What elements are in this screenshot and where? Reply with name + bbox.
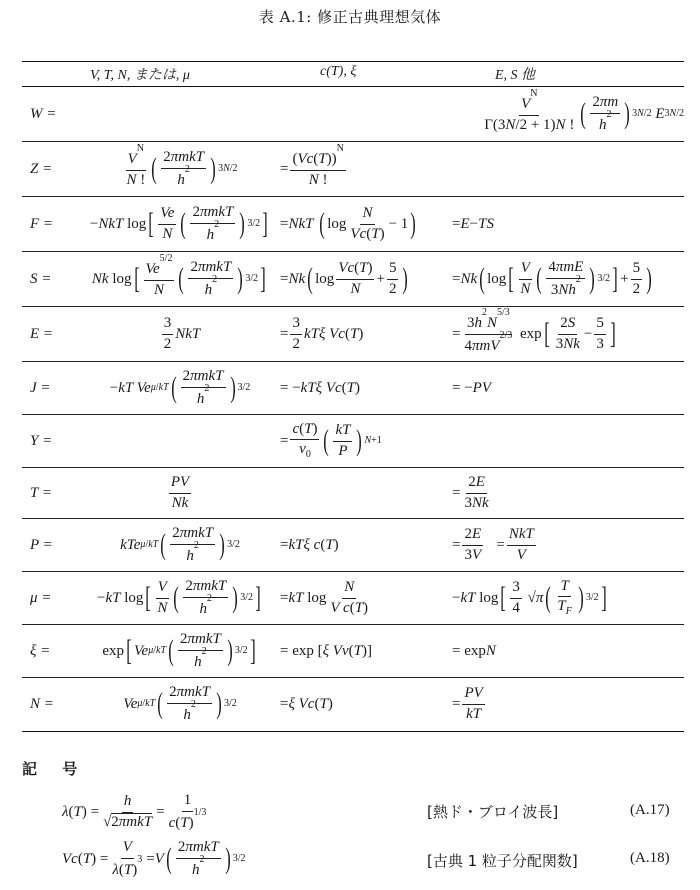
formula-ct: = Nk ( log $\frac{Vc(T)}{N}$ + $\frac{5}{2}$ ) — [280, 260, 409, 297]
formula-es: = $\frac{2E}{3Nk}$ — [452, 474, 489, 511]
formula-vtn: exp [ Ve μ/kT ( $\frac{\text{2πmkT}}{h^2}$ ) 3/2 ] — [102, 631, 256, 670]
table-top-rule — [22, 61, 684, 62]
formula-ct: = ξ Vc ( T ) — [280, 695, 333, 712]
formula-ct: = kT log $\frac{N}{\text{V c(T)}}$ — [280, 579, 369, 616]
table-row — [22, 197, 684, 251]
equation-number: (A.18) — [630, 850, 670, 866]
table-row — [22, 678, 684, 730]
row-label: Y = — [30, 432, 53, 449]
lambda-note: [熱ド・ブロイ波長] — [427, 803, 559, 821]
formula-ct: = $\frac{c(T)}{v_0}$ ( $\frac{kT}{P}$ ) N+1 — [280, 421, 382, 461]
table-bottom-rule — [22, 731, 684, 732]
formula-ct: = NkT ( log $\frac{N}{Vc(T)}$ − 1 ) — [280, 205, 417, 242]
formula-es: = Nk ( log [ $\frac{V}{N}$ ( $\frac{\text{4πmE}}{3Nh^2}$ ) 3/2 ] + $\frac{5}{2}$ ) — [452, 259, 652, 298]
table-row — [22, 572, 684, 624]
formula-es: = exp N — [452, 642, 496, 659]
header-es: E, S 他 — [495, 68, 536, 83]
formula-ct: = exp [ ξ Vv ( T )] — [280, 642, 372, 659]
formula-es: = $\frac{2E}{3V}$ = $\frac{\text{NkT}}{V}$ — [452, 526, 534, 563]
table-row — [22, 468, 684, 518]
table-row — [22, 625, 684, 677]
vc-note: [古典 1 粒子分配関数] — [427, 852, 578, 870]
row-label: W = — [30, 105, 57, 122]
formula-vtn: − kT log [ $\frac{V}{N}$ ( $\frac{\text{2πmkT}}{h^2}$ ) 3/2 ] — [96, 578, 261, 617]
row-label: F = — [30, 215, 54, 232]
formula-es: = E − TS — [452, 215, 494, 232]
formula-es: − kT log [ $\frac{3}{4}$ √ π ( $\frac{T}{T_F}$ ) 3/2 ] — [452, 578, 607, 618]
row-label: J = — [30, 379, 51, 396]
formula-ct: = $\frac{3}{2}$ kTξ Vc ( T ) — [280, 315, 364, 352]
vc-definition: Vc ( T ) = $\frac{V}{\lambda(T)^3}$ = V ( $\frac{\text{2πmkT}}{h^2}$ ) 3/2 — [62, 839, 246, 878]
formula-es: = $\frac{3h^2N^{5/3}}{4\pi mV^{2/3}}$ exp [ $\frac{2S}{3Nk}$ − $\frac{5}{3}$ ] — [452, 307, 616, 354]
table-row — [22, 142, 684, 196]
equation-number: (A.17) — [630, 802, 670, 818]
row-label: T = — [30, 484, 52, 501]
formula-vtn: − kT Ve μ/kT ( $\frac{\text{2πmkT}}{h^2}$ ) 3/2 — [109, 368, 251, 407]
formula-vtn: Ve μ/kT ( $\frac{\text{2πmkT}}{h^2}$ ) 3/2 — [123, 684, 237, 723]
table-row — [22, 252, 684, 306]
formula-ct: = kTξ c ( T ) — [280, 536, 339, 553]
table-row — [22, 362, 684, 414]
header-ct: c(T), ξ — [320, 64, 357, 79]
row-label: μ = — [30, 589, 52, 606]
formula-vtn: kTe μ/kT ( $\frac{\text{2πmkT}}{h^2}$ ) 3/2 — [120, 525, 240, 564]
formula-vtn: − NkT log [ $\frac{Ve}{N}$ ( $\frac{\text{2πmkT}}{h^2}$ ) 3/2 ] — [89, 204, 268, 243]
row-label: ξ = — [30, 642, 51, 659]
symbols-heading: 記 号 — [22, 760, 88, 778]
header-bottom-rule — [22, 86, 684, 87]
table-title: 表 A.1: 修正古典理想気体 — [258, 8, 442, 26]
row-label: P = — [30, 536, 53, 553]
row-label: Z = — [30, 160, 53, 177]
table-row — [22, 307, 684, 361]
row-label: E = — [30, 325, 54, 342]
formula-ct: = $\frac{(Vc(T))^N}{N !}$ — [280, 143, 344, 188]
formula-vtn: Nk log [ $\frac{Ve^{5/2}}{N}$ ( $\frac{\text{2πmkT}}{h^2}$ ) 3/2 ] — [91, 253, 266, 298]
header-vtn: V, T, N, または, μ — [90, 68, 190, 83]
formula-vtn: $\frac{V^N}{N !}$ ( $\frac{\text{2πmkT}}{h^2}$ ) 3N/2 — [126, 143, 238, 188]
formula-es: = $\frac{PV}{kT}$ — [452, 685, 483, 722]
row-label: S = — [30, 270, 52, 287]
formula-es: = − PV — [452, 379, 491, 396]
table-row — [22, 519, 684, 571]
lambda-definition: λ ( T ) = $\frac{h}{\text{√2πmkT}}$ = $\frac{1}{c(T)^{1/3}}$ — [62, 792, 207, 831]
table-row — [22, 415, 684, 467]
formula-vtn: $\frac{PV}{Nk}$ — [170, 474, 190, 511]
table-row — [22, 88, 684, 140]
formula-ct: = − kTξ Vc ( T ) — [280, 379, 361, 396]
row-label: N = — [30, 695, 54, 712]
formula-vtn: $\frac{3}{2}$ NkT — [163, 315, 201, 352]
formula-es: $\frac{V^N}{\Gamma(3N/2 + 1)N !}$ ( $\frac{2\pi m}{h^2}$ ) 3N/2 E 3N/2 — [484, 88, 684, 133]
